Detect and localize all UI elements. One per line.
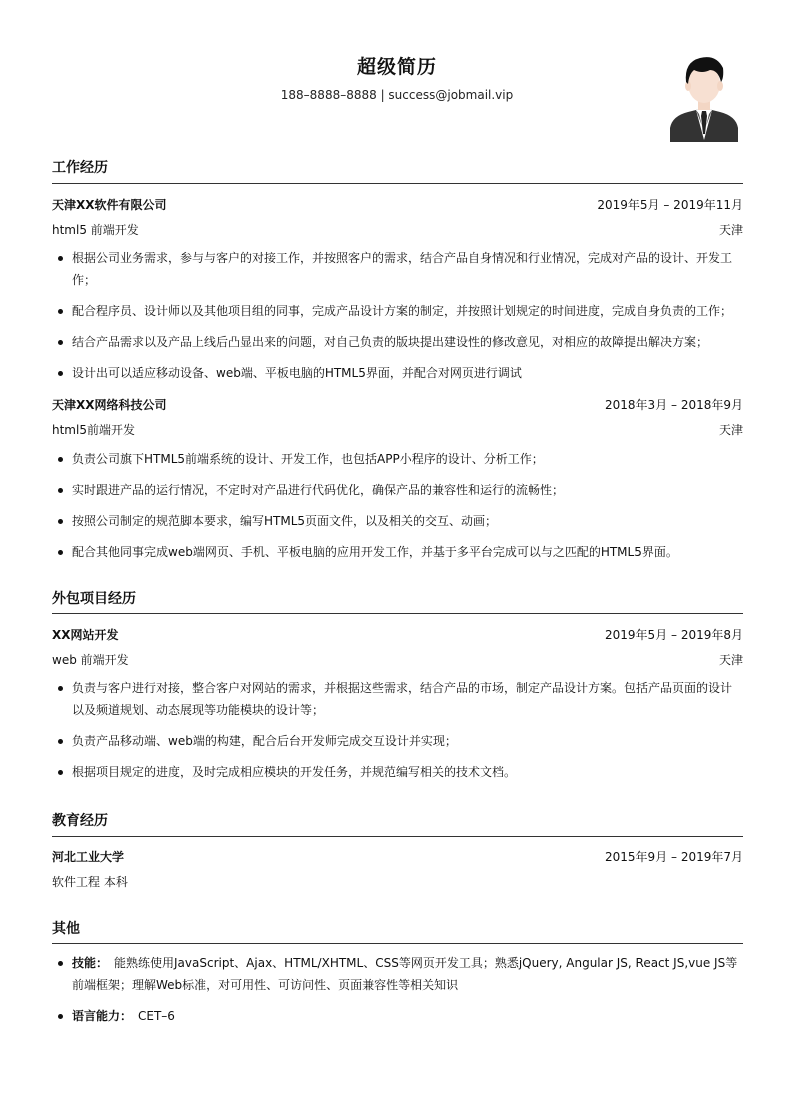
section-divider [52, 836, 743, 837]
list-item-language [52, 1005, 743, 1027]
skills-label: 技能： [72, 956, 109, 970]
section-title-work: 工作经历 [52, 160, 108, 176]
other-list [52, 952, 743, 1036]
list-item: 配合其他同事完成web端网页、手机、平板电脑的应用开发工作，并基于多平台完成可以与之匹配的HTML5界面。 [52, 541, 743, 563]
language-text: CET–6 [138, 1009, 175, 1023]
list-item-skills [52, 952, 743, 996]
list-item: 负责与客户进行对接，整合客户对网站的需求，并根据这些需求，结合产品的市场，制定产品设计方案。包括产品页面的设计以及频道规划、动态展现等功能模块的设计等； [52, 677, 743, 721]
education-major-row [52, 873, 743, 890]
job-role: html5 前端开发 [52, 223, 139, 237]
education-major: 软件工程 本科 [52, 875, 128, 889]
section-divider [52, 183, 743, 184]
job-header-row [52, 396, 743, 413]
job-bullets [52, 448, 743, 572]
resume-name: 超级简历 [356, 56, 437, 78]
section-title-education: 教育经历 [52, 813, 108, 829]
job-role-row [52, 221, 743, 238]
job-header-row [52, 196, 743, 213]
project-bullets [52, 677, 743, 792]
list-item: 负责产品移动端、web端的构建，配合后台开发师完成交互设计并实现； [52, 730, 743, 752]
education-period: 2015年9月 – 2019年7月 [605, 850, 743, 864]
project-period: 2019年5月 – 2019年8月 [605, 628, 743, 642]
skills-text: 能熟练使用JavaScript、Ajax、HTML/XHTML、CSS等网页开发工具；熟悉jQuery, Angular JS, React JS,vue JS等前端框架；理解Web标准，对可用性、可访问性、页面兼容性等相关知识 [72, 956, 738, 992]
education-header-row [52, 848, 743, 865]
section-title-projects: 外包项目经历 [52, 591, 136, 607]
job-city: 天津 [718, 223, 743, 237]
job-company: 天津XX网络科技公司 [52, 398, 167, 412]
job-company: 天津XX软件有限公司 [52, 198, 167, 212]
section-title-other: 其他 [52, 921, 80, 937]
list-item: 按照公司制定的规范脚本要求，编写HTML5页面文件，以及相关的交互、动画； [52, 510, 743, 532]
list-item: 设计出可以适应移动设备、web端、平板电脑的HTML5界面，并配合对网页进行调试 [52, 362, 743, 384]
language-label: 语言能力： [72, 1009, 133, 1023]
list-item: 根据项目规定的进度，及时完成相应模块的开发任务，并规范编写相关的技术文档。 [52, 761, 743, 783]
job-role: html5前端开发 [52, 423, 135, 437]
contact-line: 188–8888–8888 | success@jobmail.vip [280, 88, 514, 102]
list-item: 配合程序员、设计师以及其他项目组的同事，完成产品设计方案的制定，并按照计划规定的时间进度，完成自身负责的工作； [52, 300, 743, 322]
project-city: 天津 [718, 653, 743, 667]
list-item: 结合产品需求以及产品上线后凸显出来的问题，对自己负责的版块提出建设性的修改意见，对相应的故障提出解决方案； [52, 331, 743, 353]
school-name: 河北工业大学 [52, 850, 125, 864]
job-period: 2018年3月 – 2018年9月 [605, 398, 743, 412]
list-item: 负责公司旗下HTML5前端系统的设计、开发工作，也包括APP小程序的设计、分析工作； [52, 448, 743, 470]
job-role-row [52, 421, 743, 438]
project-name: XX网站开发 [52, 628, 119, 642]
project-role-row [52, 651, 743, 668]
section-divider [52, 943, 743, 944]
list-item: 根据公司业务需求，参与与客户的对接工作，并按照客户的需求，结合产品自身情况和行业情况，完成对产品的设计、开发工作； [52, 247, 743, 291]
avatar-icon [666, 48, 742, 142]
project-header-row [52, 626, 743, 643]
project-role: web 前端开发 [52, 653, 129, 667]
job-period: 2019年5月 – 2019年11月 [597, 198, 743, 212]
list-item: 实时跟进产品的运行情况，不定时对产品进行代码优化，确保产品的兼容性和运行的流畅性； [52, 479, 743, 501]
job-city: 天津 [718, 423, 743, 437]
section-divider [52, 613, 743, 614]
job-bullets [52, 247, 743, 393]
